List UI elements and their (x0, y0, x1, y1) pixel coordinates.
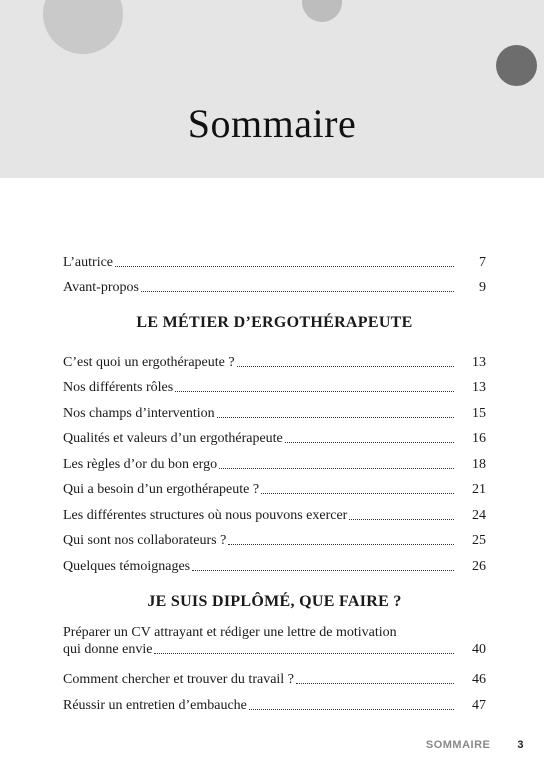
toc-entry[interactable] (63, 245, 486, 271)
toc-entry[interactable] (63, 422, 486, 448)
toc-entry-page: 15 (472, 405, 486, 421)
toc-entry-page: 13 (472, 380, 486, 395)
toc-entry[interactable] (63, 271, 486, 297)
toc-entry[interactable] (63, 688, 486, 714)
toc-entry-page: 16 (472, 431, 486, 446)
toc-entry-label: Réussir un entretien d’embauche (63, 697, 247, 713)
dot-leader (192, 560, 454, 571)
toc-entry[interactable] (63, 498, 486, 524)
toc-entry[interactable] (63, 447, 486, 473)
header-banner (0, 0, 544, 178)
toc-entry-label: C’est quoi un ergothérapeute ? (63, 354, 235, 370)
toc-entry-label: Qualités et valeurs d’un ergothérapeute (63, 431, 283, 446)
table-of-contents (63, 245, 486, 714)
toc-entry-label: Préparer un CV attrayant et rédiger une lettre de motivation (63, 624, 397, 640)
toc-entry-label: Les règles d’or du bon ergo (63, 456, 218, 472)
dot-leader (249, 699, 454, 710)
section-heading: LE MÉTIER D’ERGOTHÉRAPEUTE (136, 314, 413, 331)
toc-entry-page: 46 (472, 672, 486, 687)
toc-entry-label: Nos différents rôles (63, 380, 174, 395)
dot-leader (175, 381, 454, 392)
toc-entry-page: 21 (472, 482, 486, 497)
dot-leader (217, 407, 454, 418)
dot-leader (296, 673, 454, 684)
toc-entry-page: 25 (472, 533, 486, 548)
toc-entry-label: L’autrice (63, 254, 114, 270)
toc-entry-page: 7 (479, 254, 486, 270)
toc-entry-label: Les différentes structures où nous pouvons exercer (63, 507, 348, 523)
toc-entry[interactable] (63, 524, 486, 550)
toc-entry-page: 47 (472, 697, 486, 713)
toc-entry[interactable] (63, 371, 486, 397)
page-footer (426, 739, 524, 751)
toc-entry-label-continued: qui donne envie (63, 641, 153, 657)
dot-leader (237, 356, 454, 367)
dot-leader (285, 432, 454, 443)
toc-entry-label: Nos champs d’intervention (63, 405, 215, 421)
footer-section-label: SOMMAIRE (425, 739, 491, 751)
dot-leader (228, 534, 454, 545)
dot-leader (261, 483, 454, 494)
toc-entry[interactable] (63, 624, 486, 658)
toc-entry[interactable] (63, 473, 486, 499)
section-heading: JE SUIS DIPLÔMÉ, QUE FAIRE ? (147, 592, 402, 610)
page-title: Sommaire (187, 101, 357, 146)
toc-entry[interactable] (63, 549, 486, 575)
toc-entry-label: Avant-propos (63, 280, 139, 295)
toc-entry-page: 9 (479, 280, 486, 295)
toc-entry-label: Qui a besoin d’un ergothérapeute ? (63, 482, 260, 497)
dot-leader (115, 256, 454, 267)
page-number: 3 (517, 739, 524, 751)
toc-entry-label: Qui sont nos collaborateurs ? (63, 533, 227, 548)
decorative-circle-dark (496, 45, 537, 86)
dot-leader (349, 509, 454, 520)
toc-entry-page: 40 (472, 641, 486, 657)
dot-leader (219, 458, 454, 469)
toc-entry-label: Quelques témoignages (63, 558, 191, 574)
toc-entry[interactable] (63, 345, 486, 371)
toc-entry-page: 26 (472, 558, 486, 574)
decorative-circle-large (43, 0, 123, 54)
toc-entry-page: 13 (472, 354, 486, 370)
toc-entry[interactable] (63, 396, 486, 422)
toc-entry[interactable] (63, 663, 486, 689)
dot-leader (154, 643, 454, 654)
toc-entry-label: Comment chercher et trouver du travail ? (63, 672, 294, 687)
toc-entry-page: 24 (472, 507, 486, 523)
dot-leader (141, 281, 454, 292)
toc-entry-page: 18 (472, 456, 486, 472)
decorative-circle-small (302, 0, 342, 22)
